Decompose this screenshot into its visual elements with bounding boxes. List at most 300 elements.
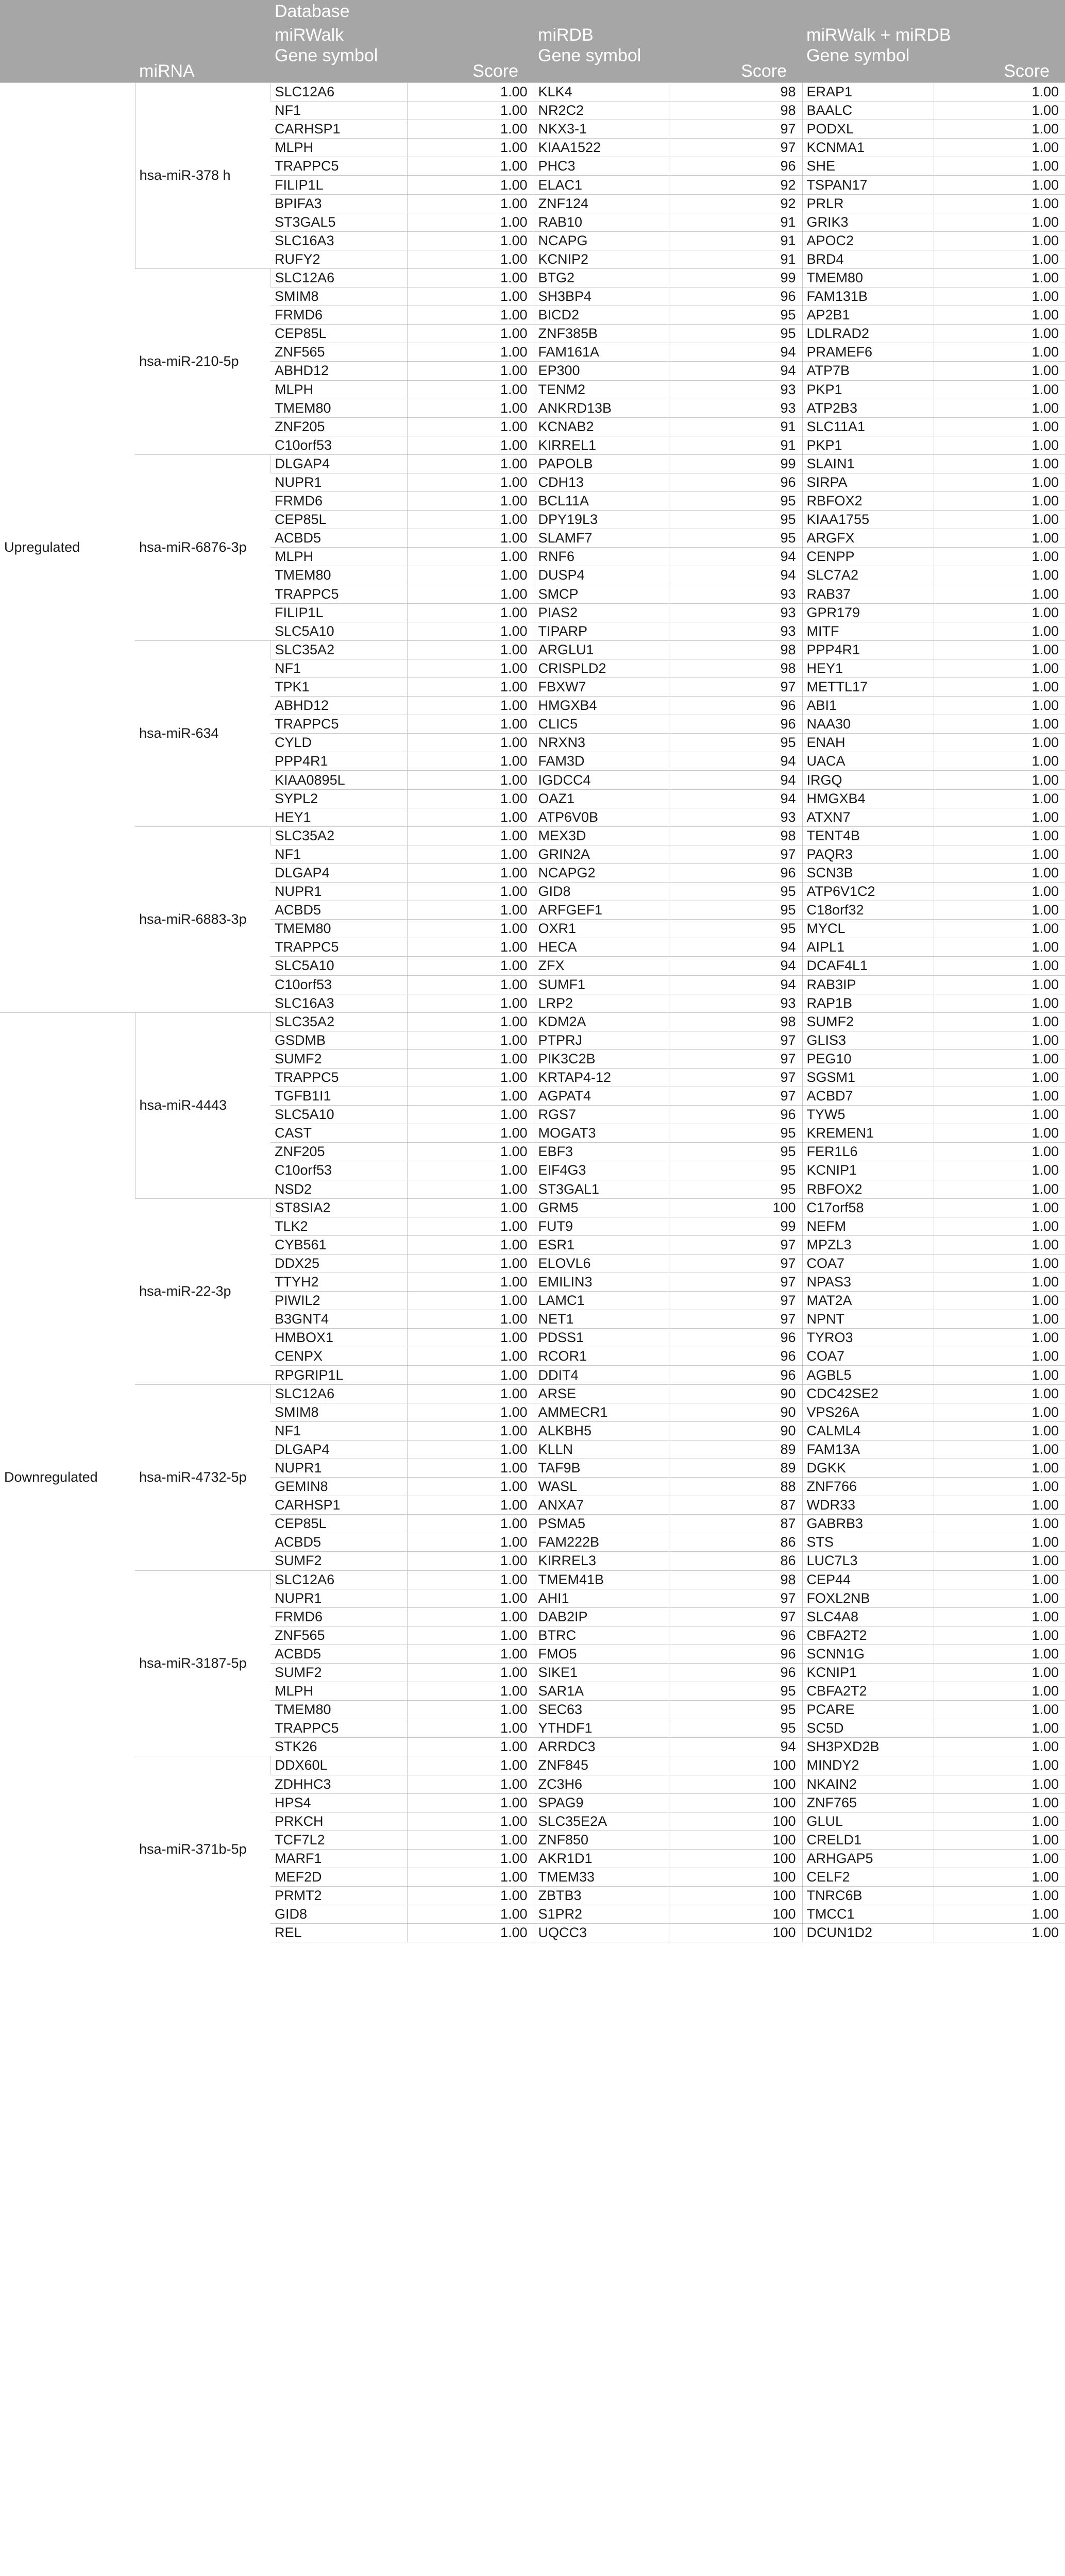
mirwalk-gene-cell: TRAPPC5 <box>271 938 407 957</box>
mirwalk-gene-cell: ACBD5 <box>271 901 407 920</box>
table-row <box>0 83 1065 101</box>
combined-score-cell: 1.00 <box>934 548 1065 566</box>
combined-gene-cell: ABI1 <box>802 697 934 715</box>
mirwalk-score-cell: 1.00 <box>407 1347 534 1366</box>
mirwalk-score-cell: 1.00 <box>407 1812 534 1831</box>
combined-gene-cell: PODXL <box>802 120 934 139</box>
mirwalk-gene-cell: PPP4R1 <box>271 752 407 771</box>
combined-score-cell: 1.00 <box>934 734 1065 752</box>
combined-gene-cell: LUC7L3 <box>802 1552 934 1570</box>
mirwalk-score-cell: 1.00 <box>407 548 534 566</box>
mirwalk-gene-cell: CARHSP1 <box>271 120 407 139</box>
mirdb-score-cell: 96 <box>669 1347 802 1366</box>
mirwalk-score-cell: 1.00 <box>407 1143 534 1161</box>
mirdb-score-cell: 94 <box>669 771 802 789</box>
mirwalk-gene-cell: MLPH <box>271 380 407 399</box>
mirwalk-gene-cell: NF1 <box>271 1421 407 1440</box>
combined-gene-cell: FAM131B <box>802 287 934 306</box>
mirwalk-score-cell: 1.00 <box>407 938 534 957</box>
combined-gene-cell: GABRB3 <box>802 1515 934 1533</box>
mirdb-gene-cell: PHC3 <box>534 157 669 176</box>
combined-score-cell: 1.00 <box>934 975 1065 994</box>
mirdb-score-cell: 95 <box>669 492 802 511</box>
mirwalk-score-cell: 1.00 <box>407 325 534 343</box>
combined-score-cell: 1.00 <box>934 213 1065 231</box>
mirwalk-score-cell: 1.00 <box>407 213 534 231</box>
combined-gene-cell: PKP1 <box>802 436 934 454</box>
combined-score-cell: 1.00 <box>934 845 1065 863</box>
mirwalk-gene-cell: FRMD6 <box>271 306 407 325</box>
mirdb-gene-cell: PSMA5 <box>534 1515 669 1533</box>
mirdb-score-cell: 97 <box>669 1087 802 1106</box>
mirwalk-gene-cell: ACBD5 <box>271 529 407 548</box>
combined-gene-cell: SLAIN1 <box>802 454 934 473</box>
mirwalk-gene-cell: NF1 <box>271 845 407 863</box>
combined-score-cell: 1.00 <box>934 1663 1065 1682</box>
combined-gene-cell: ZNF765 <box>802 1793 934 1812</box>
mirwalk-gene-cell: HPS4 <box>271 1793 407 1812</box>
combined-score-cell: 1.00 <box>934 1143 1065 1161</box>
mirdb-score-cell: 97 <box>669 1031 802 1049</box>
mirdb-score-cell: 100 <box>669 1831 802 1849</box>
mirdb-score-cell: 93 <box>669 399 802 417</box>
mirdb-score-cell: 94 <box>669 938 802 957</box>
mirdb-gene-cell: PIAS2 <box>534 603 669 622</box>
mirwalk-score-cell: 1.00 <box>407 1478 534 1496</box>
combined-gene-cell: GLUL <box>802 1812 934 1831</box>
mirdb-gene-cell: RGS7 <box>534 1106 669 1124</box>
combined-gene-cell: TMCC1 <box>802 1905 934 1924</box>
combined-gene-cell: TMEM80 <box>802 268 934 287</box>
mirdb-score-cell: 87 <box>669 1515 802 1533</box>
mirwalk-score-cell: 1.00 <box>407 306 534 325</box>
mirdb-score-cell: 98 <box>669 1012 802 1031</box>
mirwalk-score-cell: 1.00 <box>407 715 534 734</box>
table-body <box>0 83 1065 1942</box>
combined-score-cell: 1.00 <box>934 1273 1065 1292</box>
header-blank <box>135 0 271 24</box>
mirwalk-gene-cell: HEY1 <box>271 808 407 826</box>
mirwalk-gene-cell: CEP85L <box>271 511 407 529</box>
mirwalk-gene-cell: TPK1 <box>271 678 407 697</box>
mirwalk-gene-cell: NF1 <box>271 101 407 120</box>
mirwalk-score-cell: 1.00 <box>407 120 534 139</box>
mirwalk-gene-cell: ZNF565 <box>271 1626 407 1645</box>
combined-gene-cell: SLC4A8 <box>802 1607 934 1626</box>
combined-score-cell: 1.00 <box>934 529 1065 548</box>
mirdb-score-cell: 95 <box>669 1124 802 1143</box>
combined-score-cell: 1.00 <box>934 1106 1065 1124</box>
mirwalk-gene-cell: SLC5A10 <box>271 957 407 975</box>
mirdb-score-cell: 92 <box>669 176 802 194</box>
mirdb-score-cell: 97 <box>669 1273 802 1292</box>
combined-score-cell: 1.00 <box>934 863 1065 882</box>
mirdb-gene-cell: GRIN2A <box>534 845 669 863</box>
combined-gene-cell: UACA <box>802 752 934 771</box>
mirwalk-score-cell: 1.00 <box>407 808 534 826</box>
mirwalk-score-cell: 1.00 <box>407 1831 534 1849</box>
mirdb-gene-cell: ZC3H6 <box>534 1775 669 1793</box>
combined-score-cell: 1.00 <box>934 603 1065 622</box>
mirdb-score-cell: 87 <box>669 1496 802 1515</box>
mirdb-score-cell: 96 <box>669 1329 802 1347</box>
gene-symbol-header: Gene symbol <box>271 46 407 83</box>
mirdb-gene-cell: TMEM33 <box>534 1868 669 1887</box>
combined-score-cell: 1.00 <box>934 1012 1065 1031</box>
mirdb-score-cell: 100 <box>669 1849 802 1868</box>
combined-score-cell: 1.00 <box>934 1589 1065 1607</box>
combined-gene-cell: METTL17 <box>802 678 934 697</box>
combined-score-cell: 1.00 <box>934 325 1065 343</box>
combined-score-cell: 1.00 <box>934 1347 1065 1366</box>
combined-score-cell: 1.00 <box>934 1849 1065 1868</box>
mirdb-score-cell: 97 <box>669 1254 802 1273</box>
mirwalk-gene-cell: SLC12A6 <box>271 83 407 101</box>
combined-score-cell: 1.00 <box>934 1440 1065 1459</box>
mirdb-gene-cell: NKX3-1 <box>534 120 669 139</box>
mirwalk-score-cell: 1.00 <box>407 863 534 882</box>
mirwalk-score-cell: 1.00 <box>407 1217 534 1235</box>
combined-gene-cell: ZNF766 <box>802 1478 934 1496</box>
mirwalk-score-cell: 1.00 <box>407 1124 534 1143</box>
mirdb-score-cell: 98 <box>669 826 802 845</box>
combined-gene-cell: IRGQ <box>802 771 934 789</box>
mirwalk-gene-cell: SLC12A6 <box>271 1570 407 1589</box>
combined-gene-cell: CALML4 <box>802 1421 934 1440</box>
score-header: Score <box>934 46 1065 83</box>
mirwalk-gene-cell: NUPR1 <box>271 1459 407 1477</box>
mirwalk-gene-cell: PRKCH <box>271 1812 407 1831</box>
combined-gene-cell: NAA30 <box>802 715 934 734</box>
mirdb-gene-cell: SPAG9 <box>534 1793 669 1812</box>
mirdb-gene-cell: EMILIN3 <box>534 1273 669 1292</box>
combined-gene-cell: SUMF2 <box>802 1012 934 1031</box>
table-header <box>0 0 1065 83</box>
combined-gene-cell: PCARE <box>802 1701 934 1719</box>
combined-score-cell: 1.00 <box>934 473 1065 492</box>
combined-score-cell: 1.00 <box>934 176 1065 194</box>
mirwalk-gene-cell: CEP85L <box>271 1515 407 1533</box>
mirwalk-score-cell: 1.00 <box>407 250 534 268</box>
mirwalk-score-cell: 1.00 <box>407 1793 534 1812</box>
mirdb-score-cell: 96 <box>669 863 802 882</box>
mirdb-gene-cell: KLK4 <box>534 83 669 101</box>
mirwalk-score-cell: 1.00 <box>407 603 534 622</box>
mirdb-score-cell: 94 <box>669 975 802 994</box>
mirdb-gene-cell: ZNF124 <box>534 194 669 213</box>
combined-score-cell: 1.00 <box>934 492 1065 511</box>
mirdb-score-cell: 97 <box>669 1235 802 1254</box>
combined-gene-cell: PRLR <box>802 194 934 213</box>
combined-gene-cell: ERAP1 <box>802 83 934 101</box>
source-label-mirwalk: miRWalk <box>271 24 534 46</box>
mirdb-gene-cell: EP300 <box>534 362 669 380</box>
mirwalk-gene-cell: FILIP1L <box>271 603 407 622</box>
mirwalk-score-cell: 1.00 <box>407 436 534 454</box>
mirdb-gene-cell: UQCC3 <box>534 1924 669 1942</box>
combined-score-cell: 1.00 <box>934 250 1065 268</box>
combined-gene-cell: CEP44 <box>802 1570 934 1589</box>
mirdb-gene-cell: BTG2 <box>534 268 669 287</box>
mirwalk-score-cell: 1.00 <box>407 1087 534 1106</box>
combined-gene-cell: MAT2A <box>802 1292 934 1310</box>
mirdb-gene-cell: BCL11A <box>534 492 669 511</box>
mirwalk-score-cell: 1.00 <box>407 1496 534 1515</box>
mirwalk-score-cell: 1.00 <box>407 1198 534 1217</box>
mirdb-gene-cell: NCAPG <box>534 231 669 250</box>
mirwalk-gene-cell: HMBOX1 <box>271 1329 407 1347</box>
combined-score-cell: 1.00 <box>934 789 1065 808</box>
combined-gene-cell: NEFM <box>802 1217 934 1235</box>
mirdb-gene-cell: EBF3 <box>534 1143 669 1161</box>
combined-score-cell: 1.00 <box>934 1292 1065 1310</box>
combined-gene-cell: SLC7A2 <box>802 566 934 585</box>
mirwalk-score-cell: 1.00 <box>407 1570 534 1589</box>
mirwalk-gene-cell: MEF2D <box>271 1868 407 1887</box>
combined-gene-cell: CBFA2T2 <box>802 1682 934 1701</box>
combined-score-cell: 1.00 <box>934 957 1065 975</box>
mirwalk-score-cell: 1.00 <box>407 473 534 492</box>
mirwalk-score-cell: 1.00 <box>407 845 534 863</box>
mirna-name: hsa-miR-4443 <box>135 1012 271 1198</box>
mirdb-score-cell: 94 <box>669 957 802 975</box>
mirwalk-gene-cell: TRAPPC5 <box>271 585 407 603</box>
combined-gene-cell: RBFOX2 <box>802 492 934 511</box>
gene-symbol-header: Gene symbol <box>802 46 934 83</box>
mirwalk-gene-cell: DDX25 <box>271 1254 407 1273</box>
combined-gene-cell: DGKK <box>802 1459 934 1477</box>
combined-score-cell: 1.00 <box>934 83 1065 101</box>
combined-gene-cell: GPR179 <box>802 603 934 622</box>
mirdb-score-cell: 95 <box>669 734 802 752</box>
mirwalk-gene-cell: TMEM80 <box>271 566 407 585</box>
mirwalk-gene-cell: SMIM8 <box>271 287 407 306</box>
mirwalk-score-cell: 1.00 <box>407 194 534 213</box>
mirdb-score-cell: 100 <box>669 1198 802 1217</box>
combined-score-cell: 1.00 <box>934 1701 1065 1719</box>
combined-gene-cell: KIAA1755 <box>802 511 934 529</box>
mirwalk-gene-cell: CEP85L <box>271 325 407 343</box>
mirdb-gene-cell: KDM2A <box>534 1012 669 1031</box>
combined-gene-cell: KCNIP1 <box>802 1663 934 1682</box>
mirdb-score-cell: 98 <box>669 640 802 659</box>
mirdb-gene-cell: ELOVL6 <box>534 1254 669 1273</box>
mirwalk-gene-cell: GEMIN8 <box>271 1478 407 1496</box>
combined-gene-cell: NPAS3 <box>802 1273 934 1292</box>
mirwalk-score-cell: 1.00 <box>407 1366 534 1384</box>
mirwalk-score-cell: 1.00 <box>407 1440 534 1459</box>
mirwalk-score-cell: 1.00 <box>407 920 534 938</box>
table-row <box>0 1570 1065 1589</box>
combined-score-cell: 1.00 <box>934 1161 1065 1180</box>
mirwalk-score-cell: 1.00 <box>407 1273 534 1292</box>
mirwalk-score-cell: 1.00 <box>407 399 534 417</box>
mirwalk-gene-cell: CYLD <box>271 734 407 752</box>
mirdb-score-cell: 96 <box>669 1645 802 1663</box>
mirdb-gene-cell: NET1 <box>534 1310 669 1329</box>
mirdb-score-cell: 93 <box>669 808 802 826</box>
combined-score-cell: 1.00 <box>934 1198 1065 1217</box>
mirwalk-gene-cell: ST8SIA2 <box>271 1198 407 1217</box>
combined-score-cell: 1.00 <box>934 343 1065 362</box>
mirdb-score-cell: 98 <box>669 101 802 120</box>
mirwalk-score-cell: 1.00 <box>407 380 534 399</box>
mirdb-gene-cell: NR2C2 <box>534 101 669 120</box>
mirdb-score-cell: 92 <box>669 194 802 213</box>
mirdb-gene-cell: KIRREL1 <box>534 436 669 454</box>
mirwalk-gene-cell: SLC12A6 <box>271 1384 407 1403</box>
mirdb-gene-cell: OAZ1 <box>534 789 669 808</box>
mirwalk-gene-cell: FRMD6 <box>271 1607 407 1626</box>
combined-gene-cell: TNRC6B <box>802 1887 934 1905</box>
mirwalk-gene-cell: SLC16A3 <box>271 231 407 250</box>
mirwalk-score-cell: 1.00 <box>407 1868 534 1887</box>
mirwalk-gene-cell: PRMT2 <box>271 1887 407 1905</box>
mirwalk-gene-cell: MLPH <box>271 139 407 157</box>
combined-score-cell: 1.00 <box>934 362 1065 380</box>
mirdb-gene-cell: SEC63 <box>534 1701 669 1719</box>
combined-gene-cell: CBFA2T2 <box>802 1626 934 1645</box>
mirwalk-gene-cell: ST3GAL5 <box>271 213 407 231</box>
mirwalk-score-cell: 1.00 <box>407 826 534 845</box>
mirwalk-score-cell: 1.00 <box>407 1905 534 1924</box>
mirwalk-gene-cell: NUPR1 <box>271 883 407 901</box>
combined-gene-cell: C18orf32 <box>802 901 934 920</box>
combined-score-cell: 1.00 <box>934 287 1065 306</box>
mirna-name: hsa-miR-4732-5p <box>135 1384 271 1570</box>
mirdb-gene-cell: SIKE1 <box>534 1663 669 1682</box>
mirwalk-score-cell: 1.00 <box>407 957 534 975</box>
mirdb-score-cell: 100 <box>669 1793 802 1812</box>
mirdb-score-cell: 88 <box>669 1478 802 1496</box>
combined-score-cell: 1.00 <box>934 1682 1065 1701</box>
mirwalk-gene-cell: TMEM80 <box>271 920 407 938</box>
mirdb-gene-cell: TMEM41B <box>534 1570 669 1589</box>
mirdb-gene-cell: SH3BP4 <box>534 287 669 306</box>
mirdb-score-cell: 94 <box>669 362 802 380</box>
mirdb-gene-cell: CLIC5 <box>534 715 669 734</box>
mirwalk-gene-cell: GSDMB <box>271 1031 407 1049</box>
mirdb-score-cell: 98 <box>669 1570 802 1589</box>
mirwalk-score-cell: 1.00 <box>407 529 534 548</box>
mirdb-gene-cell: FMO5 <box>534 1645 669 1663</box>
mirwalk-score-cell: 1.00 <box>407 1701 534 1719</box>
mirdb-score-cell: 100 <box>669 1905 802 1924</box>
mirwalk-score-cell: 1.00 <box>407 176 534 194</box>
combined-score-cell: 1.00 <box>934 715 1065 734</box>
mirwalk-score-cell: 1.00 <box>407 157 534 176</box>
mirdb-gene-cell: ZNF850 <box>534 1831 669 1849</box>
mirwalk-gene-cell: ABHD12 <box>271 362 407 380</box>
mirdb-score-cell: 95 <box>669 920 802 938</box>
table-row <box>0 1012 1065 1031</box>
mirwalk-score-cell: 1.00 <box>407 883 534 901</box>
combined-score-cell: 1.00 <box>934 1403 1065 1421</box>
mirdb-gene-cell: NCAPG2 <box>534 863 669 882</box>
mirdb-gene-cell: PAPOLB <box>534 454 669 473</box>
mirwalk-gene-cell: SUMF2 <box>271 1552 407 1570</box>
mirwalk-gene-cell: RUFY2 <box>271 250 407 268</box>
mirdb-gene-cell: YTHDF1 <box>534 1719 669 1738</box>
mirdb-gene-cell: GID8 <box>534 883 669 901</box>
mirwalk-score-cell: 1.00 <box>407 139 534 157</box>
mirdb-gene-cell: MEX3D <box>534 826 669 845</box>
mirwalk-gene-cell: DDX60L <box>271 1756 407 1775</box>
combined-score-cell: 1.00 <box>934 622 1065 640</box>
combined-gene-cell: NKAIN2 <box>802 1775 934 1793</box>
combined-gene-cell: BRD4 <box>802 250 934 268</box>
combined-gene-cell: SCN3B <box>802 863 934 882</box>
mirdb-gene-cell: ST3GAL1 <box>534 1180 669 1198</box>
mirdb-gene-cell: RAB10 <box>534 213 669 231</box>
mirwalk-gene-cell: SUMF2 <box>271 1049 407 1068</box>
combined-score-cell: 1.00 <box>934 1626 1065 1645</box>
mirdb-score-cell: 90 <box>669 1403 802 1421</box>
combined-score-cell: 1.00 <box>934 417 1065 436</box>
combined-score-cell: 1.00 <box>934 1812 1065 1831</box>
combined-gene-cell: ATP2B3 <box>802 399 934 417</box>
mirdb-score-cell: 95 <box>669 1161 802 1180</box>
mirdb-score-cell: 97 <box>669 678 802 697</box>
combined-gene-cell: PPP4R1 <box>802 640 934 659</box>
mirdb-score-cell: 89 <box>669 1440 802 1459</box>
mirwalk-score-cell: 1.00 <box>407 752 534 771</box>
mirwalk-score-cell: 1.00 <box>407 1031 534 1049</box>
source-label-combined: miRWalk + miRDB <box>802 24 1065 46</box>
combined-gene-cell: C17orf58 <box>802 1198 934 1217</box>
combined-score-cell: 1.00 <box>934 511 1065 529</box>
combined-gene-cell: BAALC <box>802 101 934 120</box>
combined-score-cell: 1.00 <box>934 454 1065 473</box>
combined-score-cell: 1.00 <box>934 659 1065 677</box>
combined-score-cell: 1.00 <box>934 268 1065 287</box>
mirdb-gene-cell: TAF9B <box>534 1459 669 1477</box>
mirdb-score-cell: 94 <box>669 548 802 566</box>
mirdb-score-cell: 97 <box>669 1589 802 1607</box>
mirwalk-score-cell: 1.00 <box>407 1106 534 1124</box>
mirwalk-score-cell: 1.00 <box>407 1775 534 1793</box>
mirwalk-score-cell: 1.00 <box>407 231 534 250</box>
combined-gene-cell: COA7 <box>802 1254 934 1273</box>
mirdb-gene-cell: ANKRD13B <box>534 399 669 417</box>
combined-gene-cell: TSPAN17 <box>802 176 934 194</box>
mirdb-gene-cell: KRTAP4-12 <box>534 1068 669 1087</box>
combined-gene-cell: SCNN1G <box>802 1645 934 1663</box>
combined-score-cell: 1.00 <box>934 1738 1065 1756</box>
mirdb-score-cell: 96 <box>669 1663 802 1682</box>
mirdb-score-cell: 97 <box>669 1068 802 1087</box>
mirdb-score-cell: 94 <box>669 789 802 808</box>
mirdb-score-cell: 95 <box>669 901 802 920</box>
mirwalk-score-cell: 1.00 <box>407 1552 534 1570</box>
mirdb-score-cell: 100 <box>669 1868 802 1887</box>
mirwalk-score-cell: 1.00 <box>407 1682 534 1701</box>
mirwalk-gene-cell: TRAPPC5 <box>271 1719 407 1738</box>
combined-score-cell: 1.00 <box>934 566 1065 585</box>
mirdb-gene-cell: ZNF385B <box>534 325 669 343</box>
mirdb-score-cell: 93 <box>669 994 802 1012</box>
mirwalk-score-cell: 1.00 <box>407 1161 534 1180</box>
combined-gene-cell: VPS26A <box>802 1403 934 1421</box>
mirwalk-gene-cell: SLC35A2 <box>271 640 407 659</box>
score-header: Score <box>669 46 802 83</box>
mirdb-score-cell: 93 <box>669 585 802 603</box>
mirwalk-gene-cell: MARF1 <box>271 1849 407 1868</box>
combined-score-cell: 1.00 <box>934 1793 1065 1812</box>
mirdb-gene-cell: SMCP <box>534 585 669 603</box>
mirdb-gene-cell: SUMF1 <box>534 975 669 994</box>
combined-gene-cell: SLC11A1 <box>802 417 934 436</box>
